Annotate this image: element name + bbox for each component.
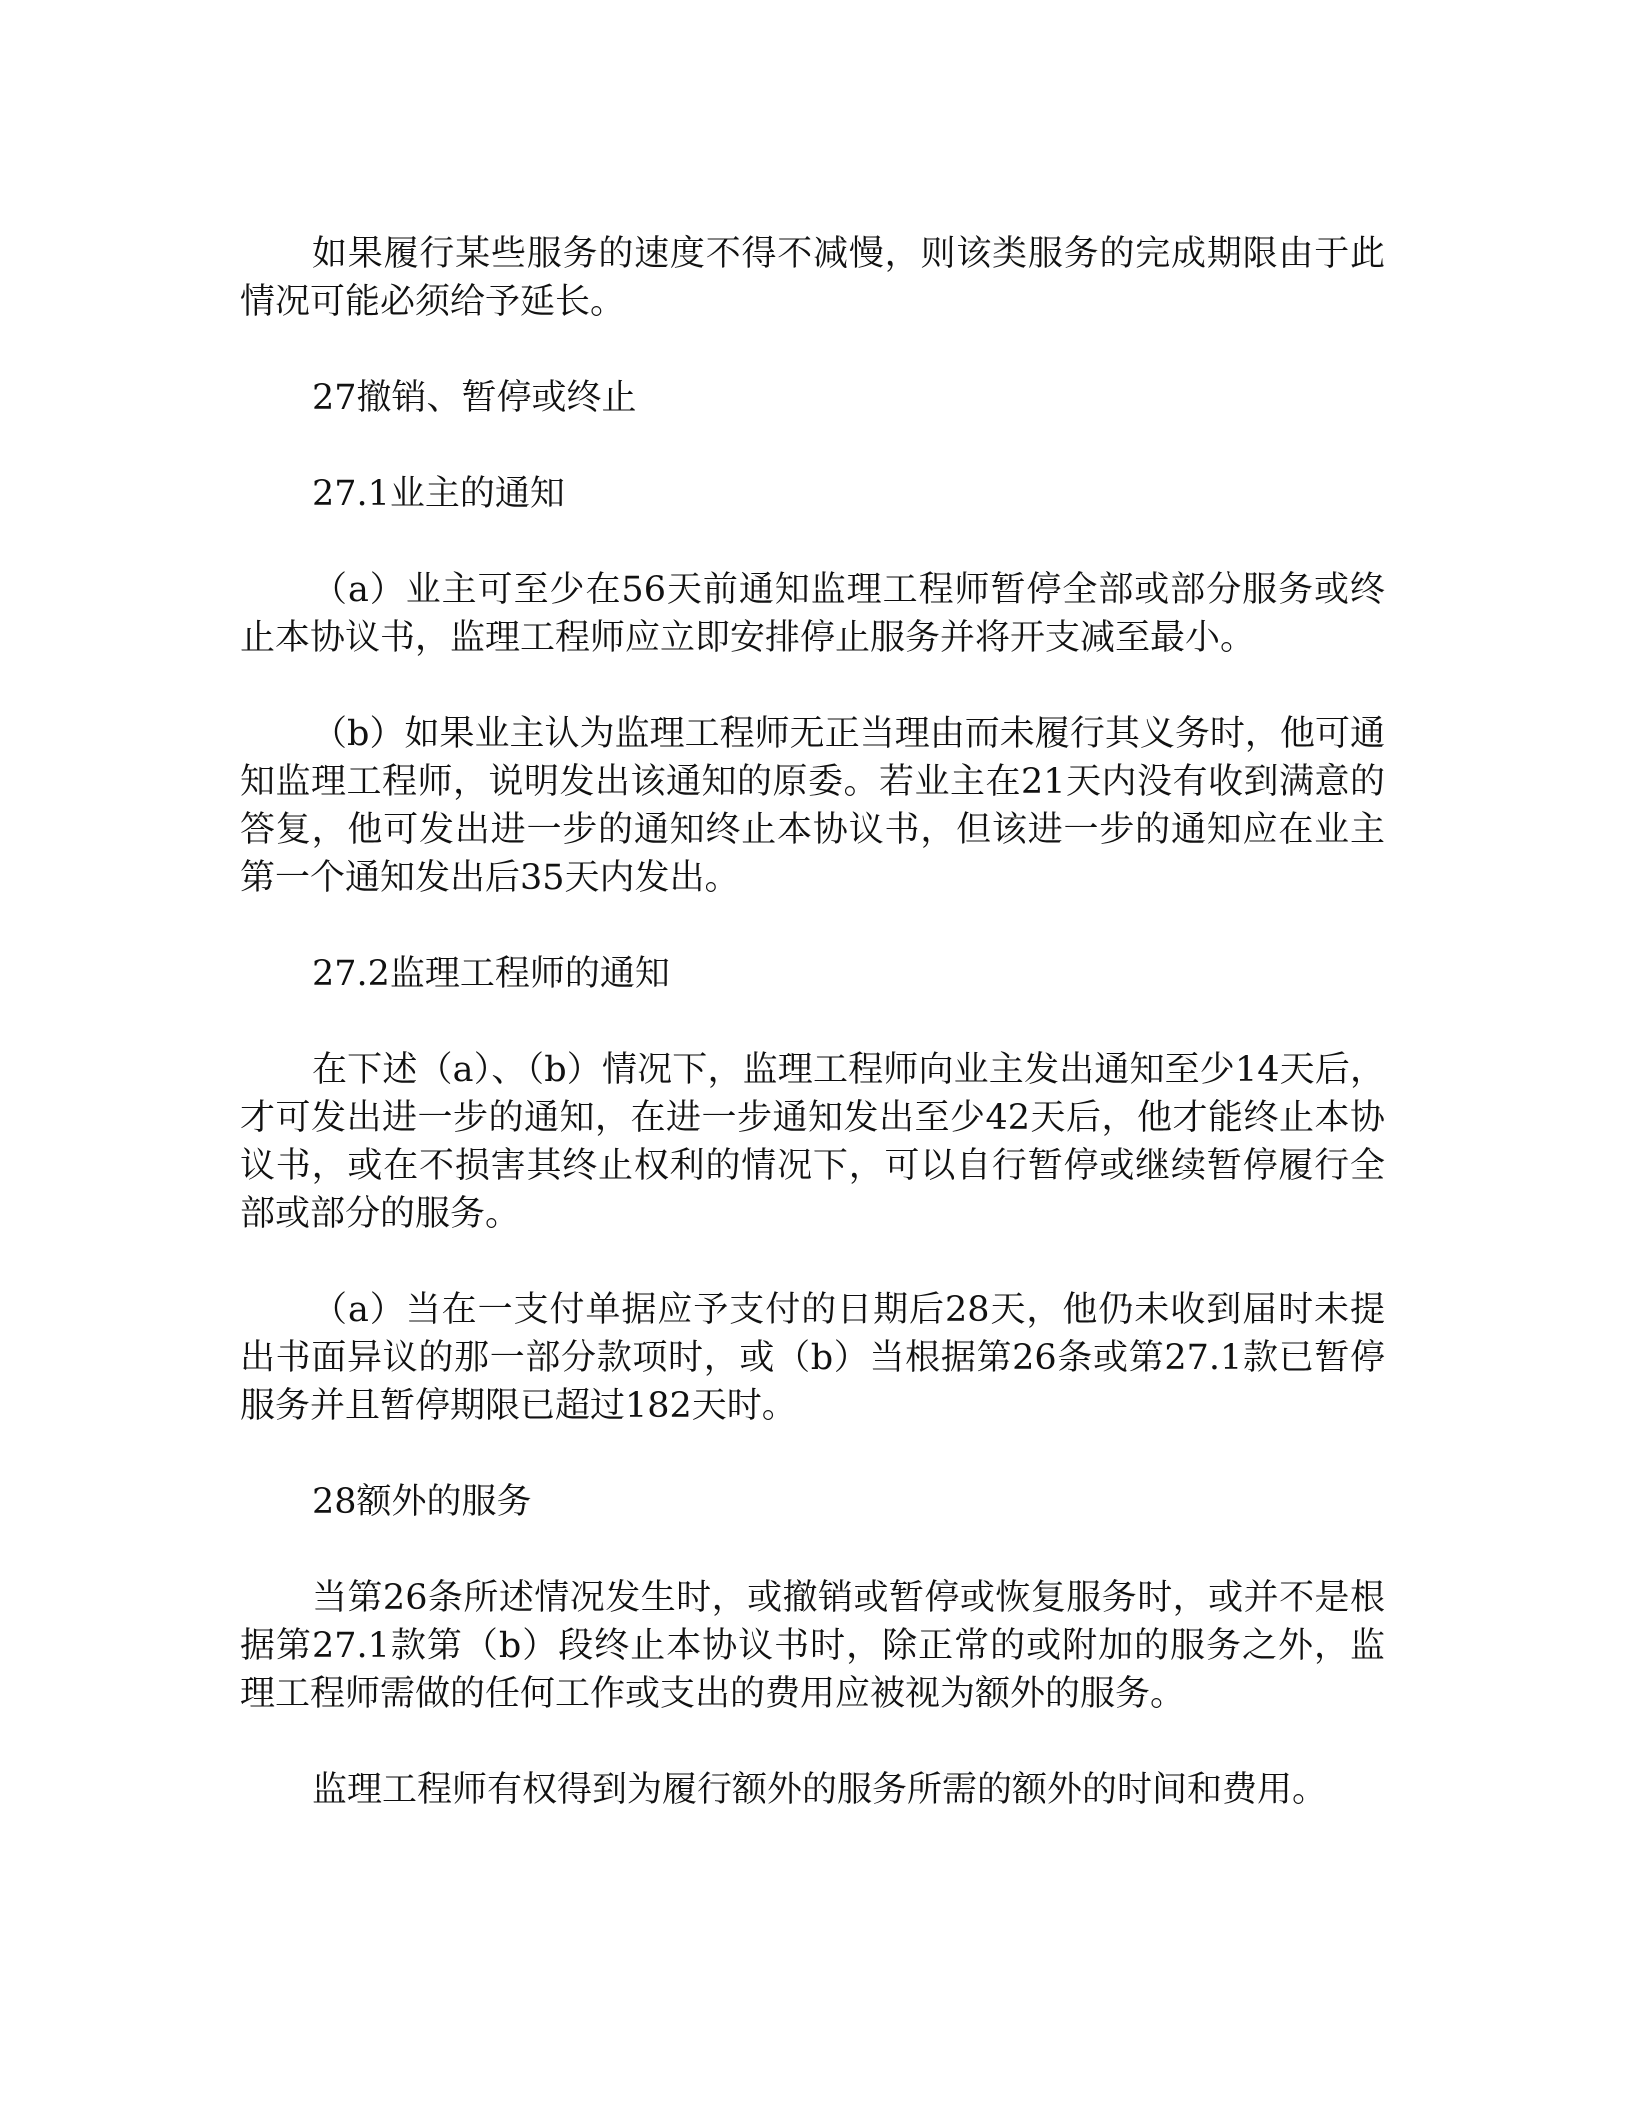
paragraph-27-1-a: （a）业主可至少在56天前通知监理工程师暂停全部或部分服务或终止本协议书，监理工程师应立即安排停止服务并将开支减至最小。	[240, 570, 1385, 658]
section-heading-27: 27撤销、暂停或终止	[312, 378, 637, 418]
paragraph-27-2-intro: 在下述（a）、（b）情况下，监理工程师向业主发出通知至少14天后，才可发出进一步的通知，在进一步通知发出至少42天后，他才能终止本协议书，或在不损害其终止权利的情况下，可以自行暂停或继续暂停履行全部或部分的服务。	[240, 1050, 1385, 1234]
paragraph-28-definition: 当第26条所述情况发生时，或撤销或暂停或恢复服务时，或并不是根据第27.1款第（b）段终止本协议书时，除正常的或附加的服务之外，监理工程师需做的任何工作或支出的费用应被视为额外的服务。	[240, 1578, 1385, 1714]
paragraph-delay-extension: 如果履行某些服务的速度不得不减慢，则该类服务的完成期限由于此情况可能必须给予延长。	[240, 234, 1385, 322]
paragraph-27-2-conditions: （a）当在一支付单据应予支付的日期后28天，他仍未收到届时未提出书面异议的那一部分款项时，或（b）当根据第26条或第27.1款已暂停服务并且暂停期限已超过182天时。	[240, 1290, 1385, 1426]
paragraph-27-1-b: （b）如果业主认为监理工程师无正当理由而未履行其义务时，他可通知监理工程师，说明发出该通知的原委。若业主在21天内没有收到满意的答复，他可发出进一步的通知终止本协议书，但该进一步的通知应在业主第一个通知发出后35天内发出。	[240, 714, 1385, 898]
paragraph-28-entitlement: 监理工程师有权得到为履行额外的服务所需的额外的时间和费用。	[312, 1770, 1328, 1810]
subsection-heading-27-1: 27.1业主的通知	[312, 474, 565, 514]
document-page	[240, 230, 1385, 1814]
subsection-heading-27-2: 27.2监理工程师的通知	[312, 954, 670, 994]
section-heading-28: 28额外的服务	[312, 1482, 532, 1522]
